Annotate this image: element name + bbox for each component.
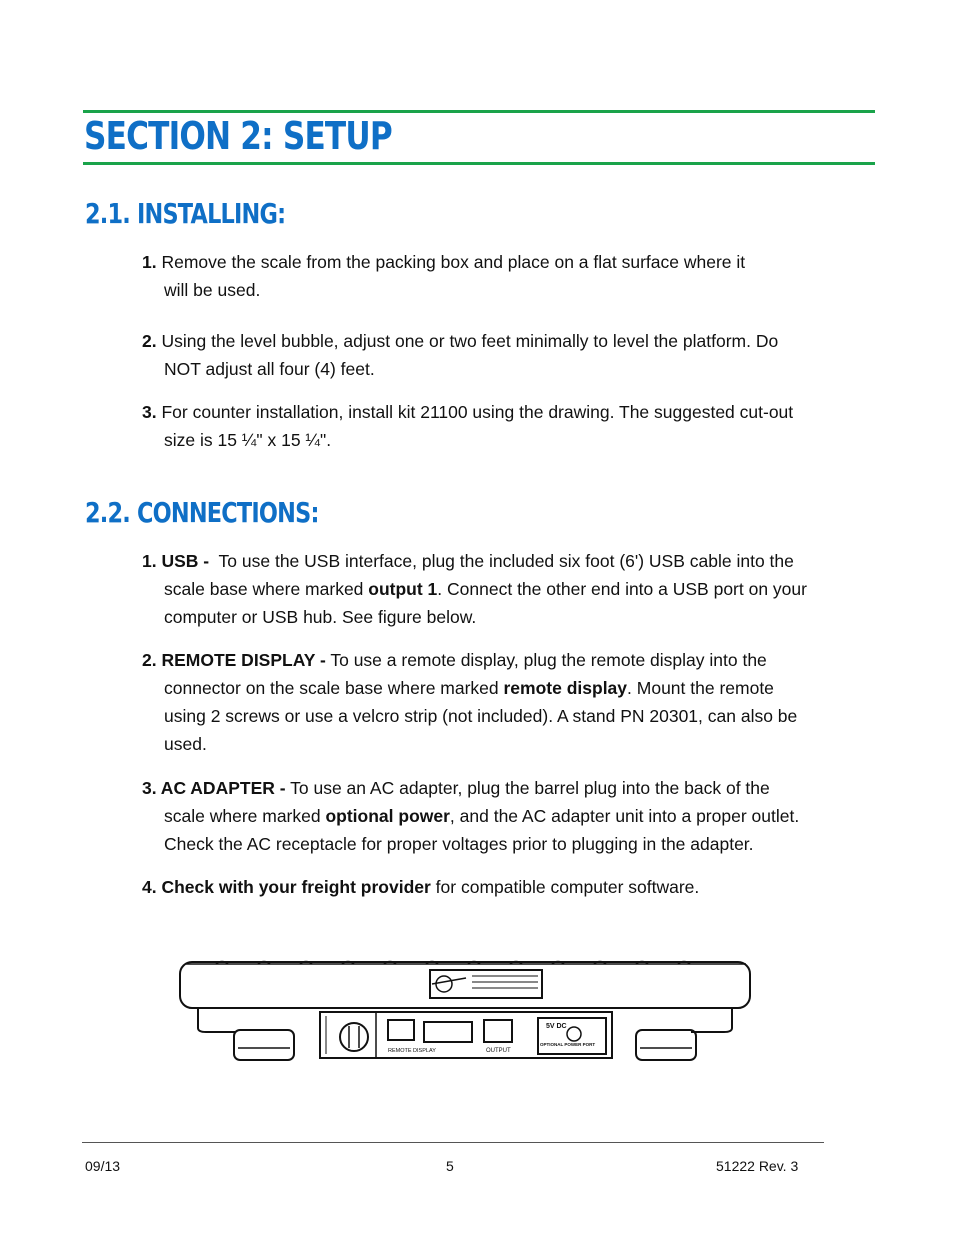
connections-item-usb: 1. USB - To use the USB interface, plug the included six foot (6') USB cable into the scale base where marked output 1. Connect the other end into a USB port on your computer or USB hub. See figure below. [142, 551, 807, 627]
port-label-remote: REMOTE DISPLAY [388, 1048, 436, 1054]
scale-rear-diagram [176, 958, 756, 1070]
top-rule [83, 110, 875, 113]
installing-item-2: 2. Using the level bubble, adjust one or two feet minimally to level the platform. Do NOT adjust all four (4) feet. [142, 331, 779, 379]
installing-item-3: 3. For counter installation, install kit 21100 using the drawing. The suggested cut-out size is 15 ¼" x 15 ¼". [142, 402, 794, 450]
footer-doc-number: 51222 Rev. 3 [716, 1158, 799, 1174]
power-caption: OPTIONAL POWER PORT [540, 1042, 596, 1047]
power-label: 5V DC [546, 1023, 567, 1030]
installing-heading: 2.1. INSTALLING: [85, 197, 286, 230]
footer-date: 09/13 [85, 1158, 121, 1174]
connections-item-freight: 4. Check with your freight provider for compatible computer software. [142, 877, 700, 897]
connections-item-remote: 2. REMOTE DISPLAY - To use a remote display, plug the remote display into the connector on the scale base where marked remote display. Mount the remote using 2 screws or use a velcro strip (not included). A stand PN 20301, can also be used. [142, 650, 798, 754]
connections-heading: 2.2. CONNECTIONS: [85, 496, 319, 529]
installing-item-1: 1. Remove the scale from the packing box and place on a flat surface where it will be used. [142, 252, 746, 300]
footer-page-number: 5 [446, 1158, 454, 1174]
footer-rule [82, 1142, 824, 1143]
connections-item-ac: 3. AC ADAPTER - To use an AC adapter, plug the barrel plug into the back of the scale where marked optional power, and the AC adapter unit into a proper outlet. Check the AC receptacle for proper voltages prior to plugging in the adapter. [142, 778, 800, 854]
section-rule [83, 162, 875, 165]
section-title: SECTION 2: SETUP [84, 114, 392, 158]
port-label-output: OUTPUT [486, 1048, 511, 1054]
